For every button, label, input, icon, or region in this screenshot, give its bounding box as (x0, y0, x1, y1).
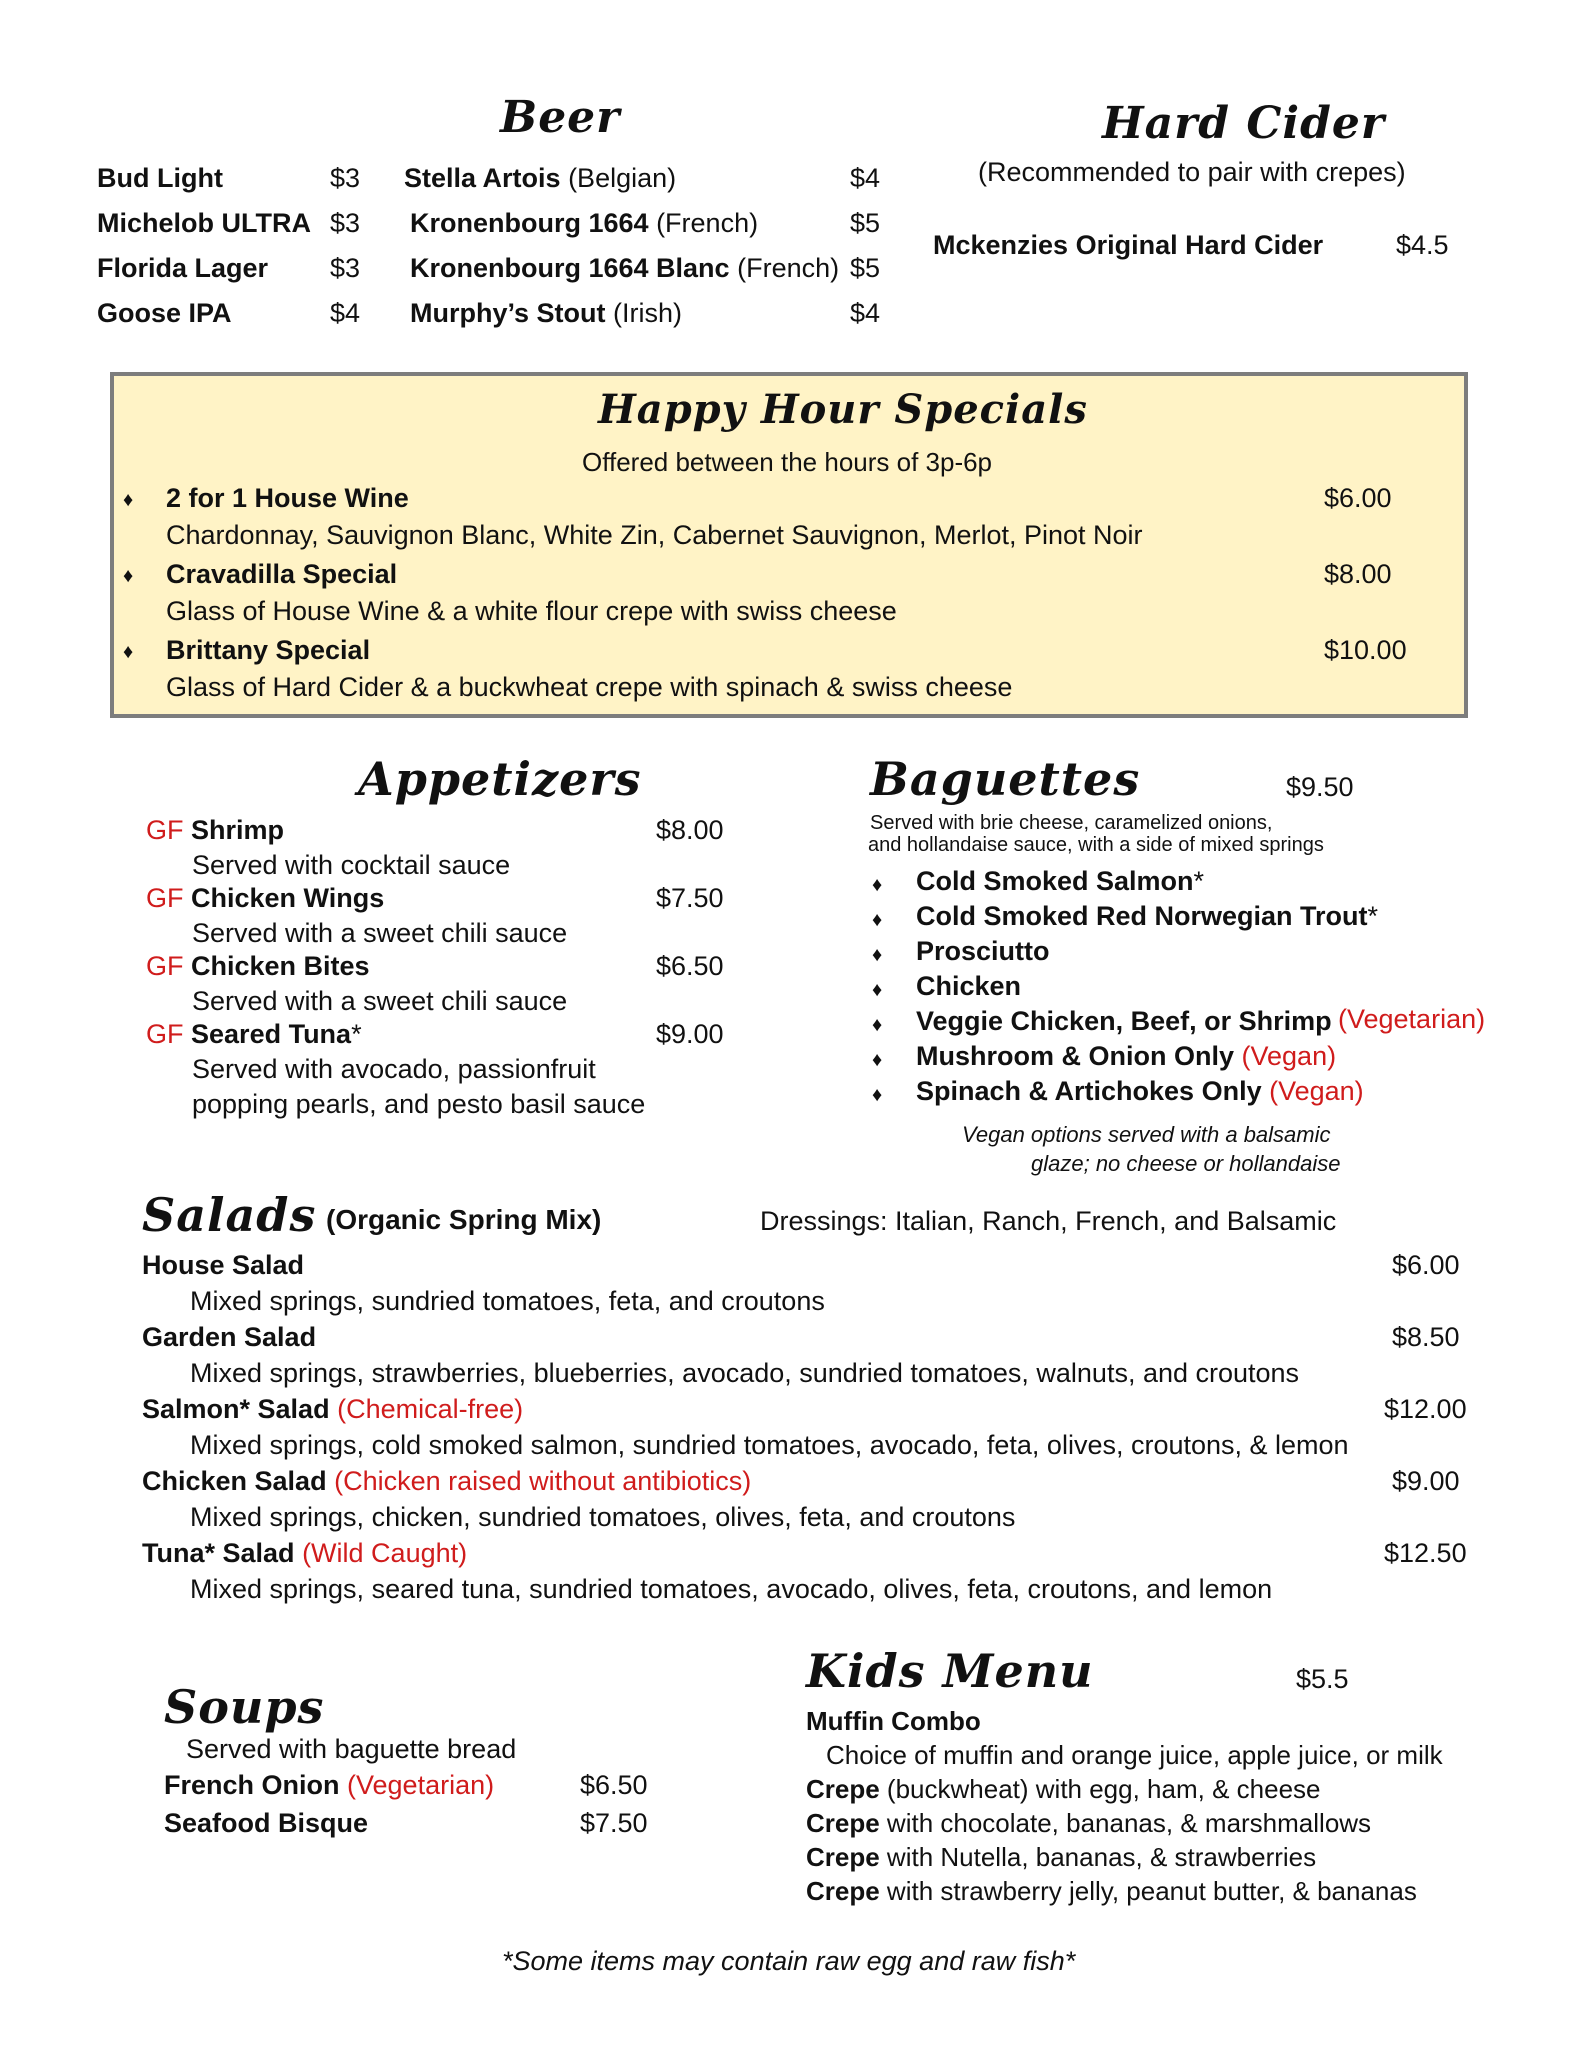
kids-crepe-item (806, 1774, 1320, 1805)
appetizer-item-desc: Served with cocktail sauce (192, 850, 511, 880)
salad-item-name: Tuna* Salad (142, 1538, 295, 1568)
beer-heading: Beer (500, 92, 621, 143)
beer-item-origin: (French) (656, 208, 759, 238)
beer-item-name: Kronenbourg 1664 (410, 208, 649, 238)
baguette-item (916, 866, 1204, 897)
baguettes-desc: and hollandaise sauce, with a side of mixed springs (868, 834, 1324, 856)
vegetarian-note: (Vegetarian) (347, 1770, 495, 1800)
bullet-diamond-icon: ♦ (872, 909, 883, 931)
kids-crepe-desc: with strawberry jelly, peanut butter, & bananas (879, 1876, 1417, 1906)
kids-crepe-label: Crepe (806, 1808, 880, 1838)
salad-item-name: House Salad (142, 1250, 305, 1280)
gf-badge: GF (146, 815, 184, 845)
baguette-item-name: Cold Smoked Red Norwegian Trout (916, 901, 1368, 931)
appetizer-item-name: Chicken Bites (191, 951, 370, 981)
kids-crepe-item (806, 1842, 1316, 1873)
beer-item-origin: (French) (737, 253, 840, 283)
appetizer-item (146, 1019, 362, 1050)
happy-hour-item-desc: Chardonnay, Sauvignon Blanc, White Zin, Cabernet Sauvignon, Merlot, Pinot Noir (166, 520, 1143, 550)
beer-item-name: Michelob ULTRA (97, 208, 311, 238)
cider-item-price: $4.5 (1396, 230, 1449, 260)
beer-item (410, 298, 682, 329)
beer-item-price: $3 (330, 163, 361, 193)
kids-heading: Kids Menu (806, 1644, 1094, 1698)
kids-crepe-label: Crepe (806, 1842, 880, 1872)
raw-mark: * (351, 1019, 362, 1049)
bullet-diamond-icon: ♦ (123, 641, 134, 663)
beer-item (404, 163, 676, 194)
salad-item (142, 1466, 751, 1497)
bullet-diamond-icon: ♦ (872, 874, 883, 896)
salad-item-price: $12.00 (1384, 1394, 1467, 1424)
happy-hour-item-name: Cravadilla Special (166, 559, 398, 589)
kids-price: $5.5 (1296, 1664, 1349, 1694)
happy-hour-heading: Happy Hour Specials (598, 386, 1088, 433)
beer-item-price: $4 (850, 163, 881, 193)
salad-item-note: (Wild Caught) (302, 1538, 468, 1568)
beer-item-price: $4 (330, 298, 361, 328)
vegan-footnote: Vegan options served with a balsamic (962, 1122, 1331, 1147)
beer-item-name: Murphy’s Stout (410, 298, 606, 328)
salad-item-desc: Mixed springs, cold smoked salmon, sundried tomatoes, avocado, feta, olives, croutons, & lemon (190, 1430, 1349, 1460)
salad-item (142, 1538, 467, 1569)
appetizer-item-desc: Served with a sweet chili sauce (192, 918, 568, 948)
cider-subtitle: (Recommended to pair with crepes) (978, 157, 1406, 187)
kids-combo-desc: Choice of muffin and orange juice, apple juice, or milk (826, 1740, 1443, 1770)
footer-note: *Some items may contain raw egg and raw fish* (502, 1946, 1076, 1976)
beer-item-name: Goose IPA (97, 298, 232, 328)
bullet-diamond-icon: ♦ (872, 944, 883, 966)
gf-badge: GF (146, 1019, 184, 1049)
salad-item-price: $8.50 (1392, 1322, 1460, 1352)
baguette-item-name: Spinach & Artichokes Only (916, 1076, 1262, 1106)
salad-item-name: Salmon* Salad (142, 1394, 330, 1424)
appetizer-item-name: Seared Tuna (191, 1019, 352, 1049)
happy-hour-item-name: Brittany Special (166, 635, 371, 665)
beer-item-origin: (Irish) (613, 298, 683, 328)
soup-item-name: French Onion (164, 1770, 340, 1800)
appetizer-item-desc: popping pearls, and pesto basil sauce (192, 1089, 646, 1119)
bullet-diamond-icon: ♦ (123, 489, 134, 511)
kids-crepe-item (806, 1876, 1417, 1907)
soups-heading: Soups (164, 1680, 325, 1734)
kids-crepe-desc: with chocolate, bananas, & marshmallows (879, 1808, 1372, 1838)
happy-hour-item-name: 2 for 1 House Wine (166, 483, 409, 513)
kids-crepe-label: Crepe (806, 1774, 880, 1804)
soup-item (164, 1770, 494, 1801)
happy-hour-subtitle: Offered between the hours of 3p-6p (582, 447, 993, 477)
salad-item-price: $6.00 (1392, 1250, 1460, 1280)
happy-hour-item-price: $8.00 (1324, 559, 1392, 589)
vegan-note: (Vegan) (1269, 1076, 1364, 1106)
appetizer-item (146, 883, 384, 914)
appetizer-item-price: $9.00 (656, 1019, 724, 1049)
salads-subheading: (Organic Spring Mix) (326, 1204, 602, 1235)
salad-item-price: $9.00 (1392, 1466, 1460, 1496)
salad-item-name: Garden Salad (142, 1322, 317, 1352)
beer-item-origin: (Belgian) (568, 163, 677, 193)
gf-badge: GF (146, 951, 184, 981)
bullet-diamond-icon: ♦ (872, 1014, 883, 1036)
baguette-item (916, 1041, 1336, 1072)
appetizer-item-desc: Served with a sweet chili sauce (192, 986, 568, 1016)
baguette-item (916, 1076, 1364, 1107)
salad-item-note: (Chicken raised without antibiotics) (334, 1466, 752, 1496)
salad-item (142, 1394, 523, 1425)
beer-item (410, 253, 839, 284)
happy-hour-item-price: $10.00 (1324, 635, 1407, 665)
bullet-diamond-icon: ♦ (123, 565, 134, 587)
salad-item-note: (Chemical-free) (337, 1394, 524, 1424)
beer-item-price: $4 (850, 298, 881, 328)
appetizer-item-price: $7.50 (656, 883, 724, 913)
happy-hour-item-desc: Glass of House Wine & a white flour crepe with swiss cheese (166, 596, 897, 626)
appetizer-item-desc: Served with avocado, passionfruit (192, 1054, 596, 1084)
kids-crepe-item (806, 1808, 1371, 1839)
baguette-item-name: Cold Smoked Salmon (916, 866, 1194, 896)
baguette-item-name: Mushroom & Onion Only (916, 1041, 1234, 1071)
bullet-diamond-icon: ♦ (872, 1084, 883, 1106)
kids-combo-name: Muffin Combo (806, 1706, 981, 1736)
salad-item-name: Chicken Salad (142, 1466, 327, 1496)
appetizer-item-price: $6.50 (656, 951, 724, 981)
happy-hour-item-desc: Glass of Hard Cider & a buckwheat crepe with spinach & swiss cheese (166, 672, 1013, 702)
salads-dressings: Dressings: Italian, Ranch, French, and Balsamic (760, 1206, 1337, 1236)
baguettes-price: $9.50 (1286, 772, 1354, 802)
soup-item-price: $7.50 (580, 1808, 648, 1838)
beer-item (410, 208, 758, 239)
salad-item-desc: Mixed springs, seared tuna, sundried tomatoes, avocado, olives, feta, croutons, and lemon (190, 1574, 1273, 1604)
vegan-footnote: glaze; no cheese or hollandaise (1031, 1151, 1341, 1176)
appetizer-item-price: $8.00 (656, 815, 724, 845)
gf-badge: GF (146, 883, 184, 913)
baguette-item (916, 901, 1378, 932)
kids-crepe-label: Crepe (806, 1876, 880, 1906)
raw-mark: * (1193, 866, 1205, 896)
salad-item-desc: Mixed springs, chicken, sundried tomatoes, olives, feta, and croutons (190, 1502, 1016, 1532)
kids-crepe-desc: (buckwheat) with egg, ham, & cheese (879, 1774, 1321, 1804)
salad-item-desc: Mixed springs, strawberries, blueberries, avocado, sundried tomatoes, walnuts, and croutons (190, 1358, 1300, 1388)
appetizers-heading: Appetizers (358, 752, 642, 806)
beer-item-price: $3 (330, 253, 361, 283)
salad-item-desc: Mixed springs, sundried tomatoes, feta, and croutons (190, 1286, 825, 1316)
appetizer-item-name: Chicken Wings (191, 883, 385, 913)
baguette-item-name: Veggie Chicken, Beef, or Shrimp (916, 1006, 1332, 1036)
beer-item-price: $5 (850, 253, 881, 283)
baguettes-desc: Served with brie cheese, caramelized onions, (870, 812, 1273, 834)
beer-item-name: Florida Lager (97, 253, 269, 283)
cider-heading: Hard Cider (1102, 98, 1386, 149)
appetizer-item (146, 951, 370, 982)
beer-item-price: $3 (330, 208, 361, 238)
bullet-diamond-icon: ♦ (872, 1049, 883, 1071)
raw-mark: * (1367, 901, 1379, 931)
soups-desc: Served with baguette bread (186, 1734, 517, 1764)
baguette-item-name: Prosciutto (916, 936, 1050, 966)
appetizer-item-name: Shrimp (191, 815, 285, 845)
baguettes-heading: Baguettes (870, 752, 1141, 806)
beer-item-name: Kronenbourg 1664 Blanc (410, 253, 730, 283)
appetizer-item (146, 815, 284, 846)
beer-item-name: Stella Artois (404, 163, 561, 193)
cider-item-name: Mckenzies Original Hard Cider (933, 230, 1324, 260)
beer-item-price: $5 (850, 208, 881, 238)
vegetarian-note: (Vegetarian) (1338, 1004, 1486, 1034)
vegan-note: (Vegan) (1241, 1041, 1337, 1071)
salad-item-price: $12.50 (1384, 1538, 1467, 1568)
bullet-diamond-icon: ♦ (872, 979, 883, 1001)
beer-item-name: Bud Light (97, 163, 223, 193)
happy-hour-item-price: $6.00 (1324, 483, 1392, 513)
baguette-item-name: Chicken (916, 971, 1022, 1001)
kids-crepe-desc: with Nutella, bananas, & strawberries (879, 1842, 1317, 1872)
salads-heading: Salads (142, 1188, 317, 1242)
soup-item-price: $6.50 (580, 1770, 648, 1800)
soup-item-name: Seafood Bisque (164, 1808, 369, 1838)
